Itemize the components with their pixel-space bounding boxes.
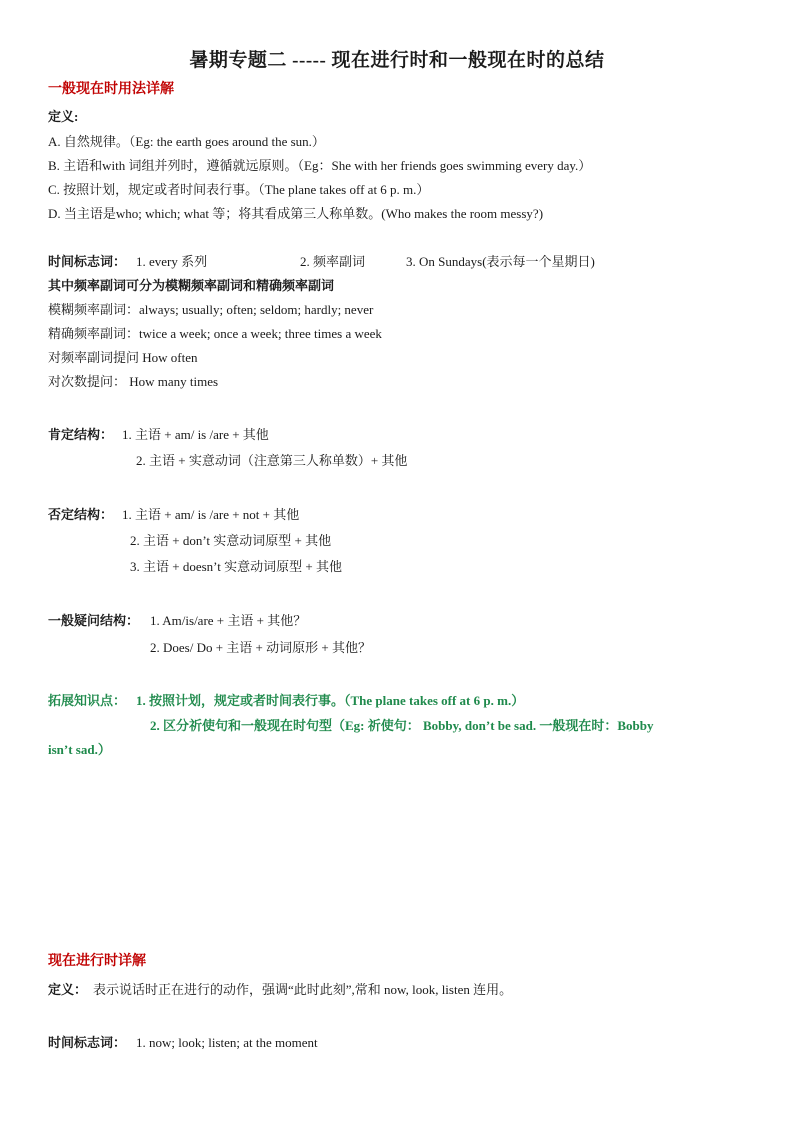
definition-text-2: 表示说话时正在进行的动作，强调“此时此刻”,常和 now, look, listen 连用。 <box>93 982 513 997</box>
extension-point-2-cont: isn’t sad.） <box>48 742 111 757</box>
definition-label: 定义: <box>48 109 79 124</box>
question-structure-2: 2. Does/ Do + 主语 + 动词原形 + 其他？ <box>150 640 371 655</box>
ask-times: 对次数提问： How many times <box>48 374 219 389</box>
section-heading-present-continuous: 现在进行时详解 <box>48 954 146 969</box>
definition-item-a: A. 自然规律。（Eg: the earth goes around the sun.） <box>48 134 325 149</box>
positive-structure-2: 2. 主语 + 实意动词（注意第三人称单数）+ 其他 <box>136 453 408 468</box>
definition-item-b: B. 主语和with 词组并列时，遵循就远原则。（Eg：She with her friends goes swimming every day.） <box>48 158 592 173</box>
positive-structure-label: 肯定结构： <box>48 427 114 442</box>
time-marker-1: 1. every 系列 <box>136 254 208 269</box>
page-title: 暑期专题二 ----- 现在进行时和一般现在时的总结 <box>189 50 605 71</box>
time-markers-text-2: 1. now; look; listen; at the moment <box>136 1035 318 1050</box>
exact-frequency-adverbs: 精确频率副词：twice a week; once a week; three times a week <box>48 326 382 341</box>
frequency-intro: 其中频率副词可分为模糊频率副词和精确频率副词 <box>48 278 335 293</box>
time-markers-label: 时间标志词： <box>48 254 127 269</box>
extension-point-2: 2. 区分祈使句和一般现在时句型（Eg: 祈使句： Bobby, don’t be sad. 一般现在时：Bobby <box>150 718 654 733</box>
negative-structure-3: 3. 主语 + doesn’t 实意动词原型 + 其他 <box>130 559 342 574</box>
section-heading-present-simple: 一般现在时用法详解 <box>48 82 174 97</box>
ask-frequency: 对频率副词提问 How often <box>48 350 198 365</box>
definition-label-2: 定义： <box>48 982 88 997</box>
extension-label: 拓展知识点： <box>48 693 127 708</box>
extension-point-1: 1. 按照计划，规定或者时间表行事。（The plane takes off at 6 p. m.） <box>136 693 525 708</box>
time-marker-3: 3. On Sundays(表示每一个星期日) <box>406 254 595 269</box>
negative-structure-1: 1. 主语 + am/ is /are + not + 其他 <box>122 507 300 522</box>
time-marker-2: 2. 频率副词 <box>300 254 366 269</box>
time-markers-label-2: 时间标志词： <box>48 1035 127 1050</box>
negative-structure-2: 2. 主语 + don’t 实意动词原型 + 其他 <box>130 533 332 548</box>
definition-item-c: C. 按照计划，规定或者时间表行事。（The plane takes off at 6 p. m.） <box>48 182 430 197</box>
definition-item-d: D. 当主语是who; which; what 等；将其看成第三人称单数。(Who makes the room messy?) <box>48 206 544 221</box>
question-structure-label: 一般疑问结构： <box>48 613 140 628</box>
negative-structure-label: 否定结构： <box>48 507 114 522</box>
positive-structure-1: 1. 主语 + am/ is /are + 其他 <box>122 427 269 442</box>
question-structure-1: 1. Am/is/are + 主语 + 其他？ <box>150 613 307 628</box>
fuzzy-frequency-adverbs: 模糊频率副词：always; usually; often; seldom; hardly; never <box>48 302 374 317</box>
